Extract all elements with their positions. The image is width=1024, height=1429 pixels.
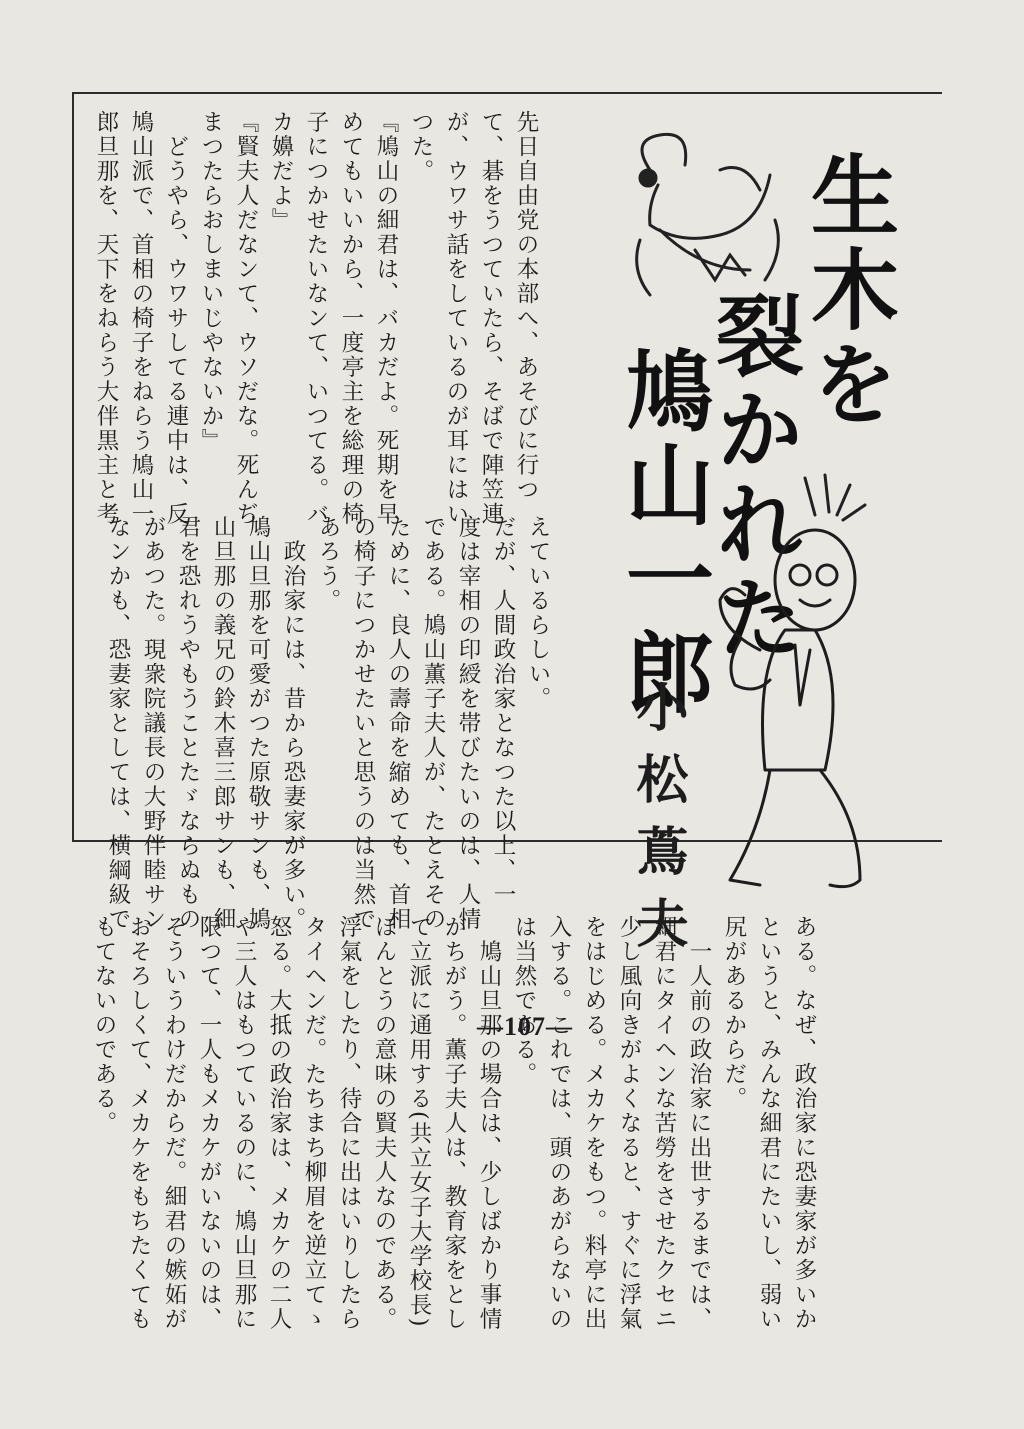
author-name: 小松蔦夫 [627,680,687,968]
body-text-block-1: 先日自由党の本部へ、あそびに行つ て、碁をうつていたら、そばで陣笠連 が、ウワサ話をしているのが耳にはい つた。 『鳩山の細君は、バカだよ。死期を早 めてもいいから、一度亭主を総理の椅 子につかせたいなンて、いつてる。バ カ嬶だよ』 『賢夫人だなンて、ウソだな。死んぢ まつたらおしまいじやないか』 どうやら、ウワサしてる連中は、反 鳩山派で、首相の椅子をねらう鳩山一 郎旦那を、天下をねらう大伴黒主と考 [93,110,539,527]
hatoyama-caricature [700,520,880,900]
body-text-block-2: えているらしい。 だが、人間政治家となつた以上、一 度は宰相の印綬を帯びたいのは、人情 である。鳩山薫子夫人が、たとえその ために、良人の壽命を縮めても、首相 の椅子につかせたいと思うのは当然で あろう。 政治家には、昔から恐妻家が多い。 鳩山旦那を可愛がつた原敬サンも、鳩 山旦那の義兄の鈴木喜三郎サンも、細 君を恐れうやもうことたゞならぬもの があつた。現衆院議長の大野伴睦サン なンかも、恐妻家としては、横綱級で [105,515,551,932]
page-number: —107— [477,1012,573,1041]
body-text-block-3: ある。なぜ、政治家に恐妻家が多いか というと、みんな細君にたいし、弱い 尻があるからだ。 一人前の政治家に出世するまでは、 細君にタイヘンな苦勞をさせたクセニ 少し風向きがよくなると、すぐに浮氣 をはじめる。メカケをもつ。料亭に出 入する。これでは、頭のあがらないの は当然である。 鳩山旦那の場合は、少しばかり事情 がちがう。薫子夫人は、教育家をとし て立派に通用する(共立女子大学校長) ほんとうの意味の賢夫人なのである。 浮氣をしたり、待合に出はいりしたら タイヘンだ。たちまち柳眉を逆立てゝ 怒る。大抵の政治家は、メカケの二人 や三人はもつているのに、鳩山旦那に 限つて、一人もメカケがいないのは、 そういうわけだからだ。細君の嫉妬が おそろしくて、メカケをもちたくても もてないのである。 [91,915,817,1332]
title-line-2: 裂かれた [702,290,805,666]
bird-woman-illustration [600,130,800,310]
title-line-3: 鳩山一郎 [612,345,715,721]
title-line-1: 生木を [797,150,900,432]
